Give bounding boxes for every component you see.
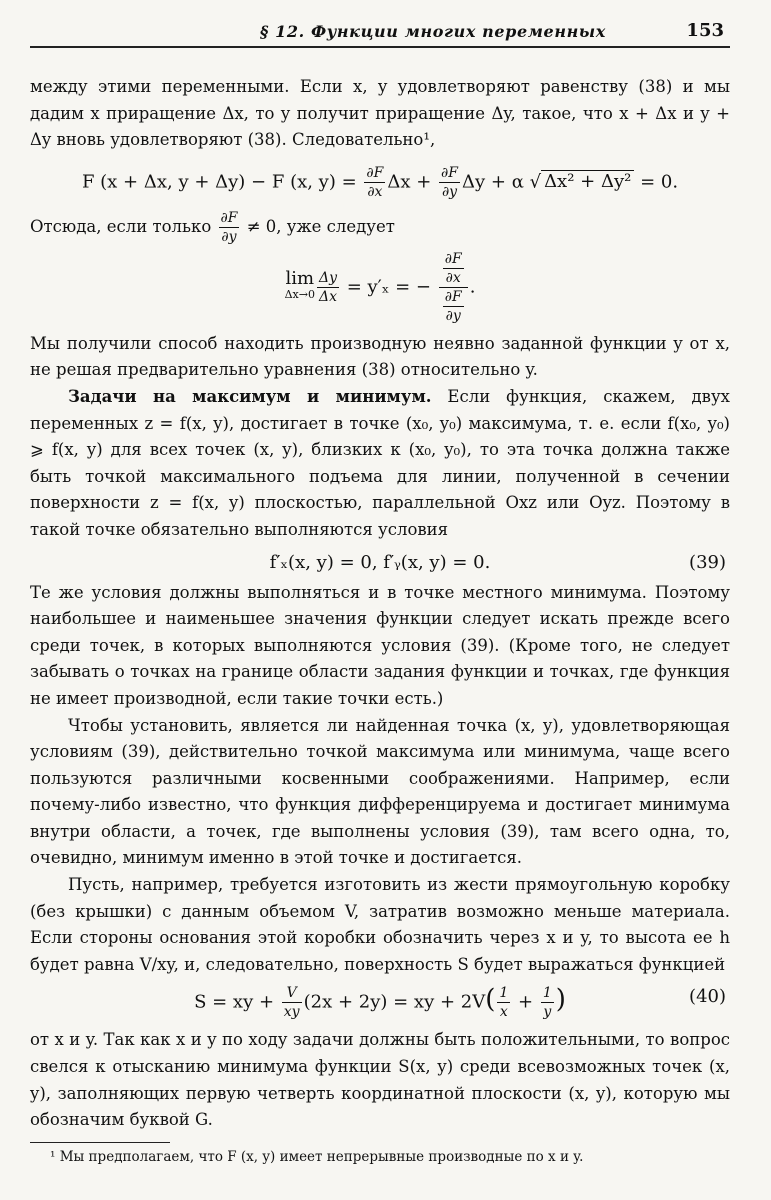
- equation-number: (40): [689, 986, 726, 1008]
- fraction: $\frac{\partial F}{\partial x}$: [366, 164, 384, 200]
- run-in-heading: Задачи на максимум и минимум.: [68, 386, 432, 406]
- limit: lim Δx→0: [284, 268, 315, 302]
- fraction: $\frac{\Delta y}{\Delta x}$: [318, 269, 337, 305]
- paragraph: Чтобы установить, является ли найденная точка (x, y), удовлетворяющая условиям (39), действительно точкой максимума или минимума, чаще всего пользуются различными косвенными соображениями. Например, если почему-либо известно, что функция дифференцируема и достигает минимума внутри области, а точек, где выполнены условия (39), там всего одна, то, очевидно, минимум именно в этой точке и достигается.: [30, 715, 730, 868]
- paragraph: Мы получили способ находить производную неявно заданной функции y от x, не решая предварительно уравнения (38) относительно y.: [30, 333, 730, 380]
- fraction: $\frac{V}{xy}$: [283, 985, 300, 1021]
- footnote: ¹ Мы предполагаем, что F (x, y) имеет непрерывные производные по x и y.: [50, 1148, 584, 1165]
- fraction: $\frac{\partial F}{\partial y}$: [441, 164, 458, 200]
- sqrt-radicand: Δx² + Δy²: [541, 170, 634, 192]
- equation-39: f′ₓ(x, y) = 0, f′ᵧ(x, y) = 0. (39): [30, 550, 730, 576]
- running-header: [30, 14, 730, 48]
- equation-implicit-derivative: lim Δx→0 $\frac{\Delta y}{\Delta x}$ = y′ₓ = − $\frac{\frac{\partial F}{\partial x}}{\frac{\partial F}{\partial y}}$ .: [284, 250, 476, 324]
- equation-number: (39): [689, 551, 726, 573]
- paragraph: от x и y. Так как x и y по ходу задачи должны быть положительными, то вопрос свелся к отысканию минимума функции S(x, y) среди всевозможных точек (x, y), заполняющих первую четверть координатной плоскости (x, y), которую мы обозначим буквой G.: [30, 1030, 730, 1130]
- paragraph: между этими переменными. Если x, y удовлетворяют равенству (38) и мы дадим x приращение Δx, то y получит приращение Δy, такое, что x + Δx и y + Δy вновь удовлетворяют (38). Следовательно¹,: [30, 77, 730, 150]
- compound-fraction: $\frac{\frac{\partial F}{\partial x}}{\frac{\partial F}{\partial y}}$: [439, 250, 468, 325]
- equation-total-differential: F (x + Δx, y + Δy) − F (x, y) = $\frac{\partial F}{\partial x}$ Δx + $\frac{\partial F}{\partial y}$ Δy + α √ Δx² + Δy² = 0.: [81, 164, 679, 200]
- page-number: 153: [686, 20, 724, 41]
- page: [30, 14, 730, 1167]
- fraction: $\frac{1}{x}$: [499, 985, 509, 1021]
- paragraph: Задачи на максимум и минимум. Если функция, скажем, двух переменных z = f(x, y), достигает в точке (x₀, y₀) максимума, т. е. если f(x₀, y₀) ⩾ f(x, y) для всех точек (x, y), близких к (x₀, y₀), то эта точка должна также быть точкой максимального подъема для линии, полученной в сечении поверхности z = f(x, y) плоскостью, параллельной Oxz или Oyz. Поэтому в такой точке обязательно выполняются условия: [30, 386, 730, 539]
- fraction: $\frac{\partial F}{\partial y}$: [220, 209, 238, 245]
- equation-40: S = xy + $\frac{V}{xy}$ (2x + 2y) = xy + 2V( $\frac{1}{x}$ + $\frac{1}{y}$ ) (40): [194, 984, 726, 1021]
- paragraph: Пусть, например, требуется изготовить из жести прямоугольную коробку (без крышки) с данным объемом V, затратив возможно меньше материала. Если стороны основания этой коробки обозначить через x и y, то высота ее h будет равна V/xy, и, следовательно, поверхность S будет выражаться функцией: [30, 875, 730, 974]
- section-title: § 12. Функции многих переменных: [260, 22, 606, 41]
- paragraph: Те же условия должны выполняться и в точке местного минимума. Поэтому наибольшее и наименьшее значения функции следует искать прежде всего среди точек, в которых выполняются условия (39). (Кроме того, не следует забывать о точках на границе области задания функции и точках, где функция не имеет производной, если такие точки есть.): [30, 582, 730, 708]
- paragraph: Отсюда, если только $\frac{\partial F}{\partial y}$ ≠ 0, уже следует: [30, 209, 395, 245]
- footnote-divider: [30, 1142, 170, 1143]
- fraction: $\frac{1}{y}$: [542, 985, 552, 1021]
